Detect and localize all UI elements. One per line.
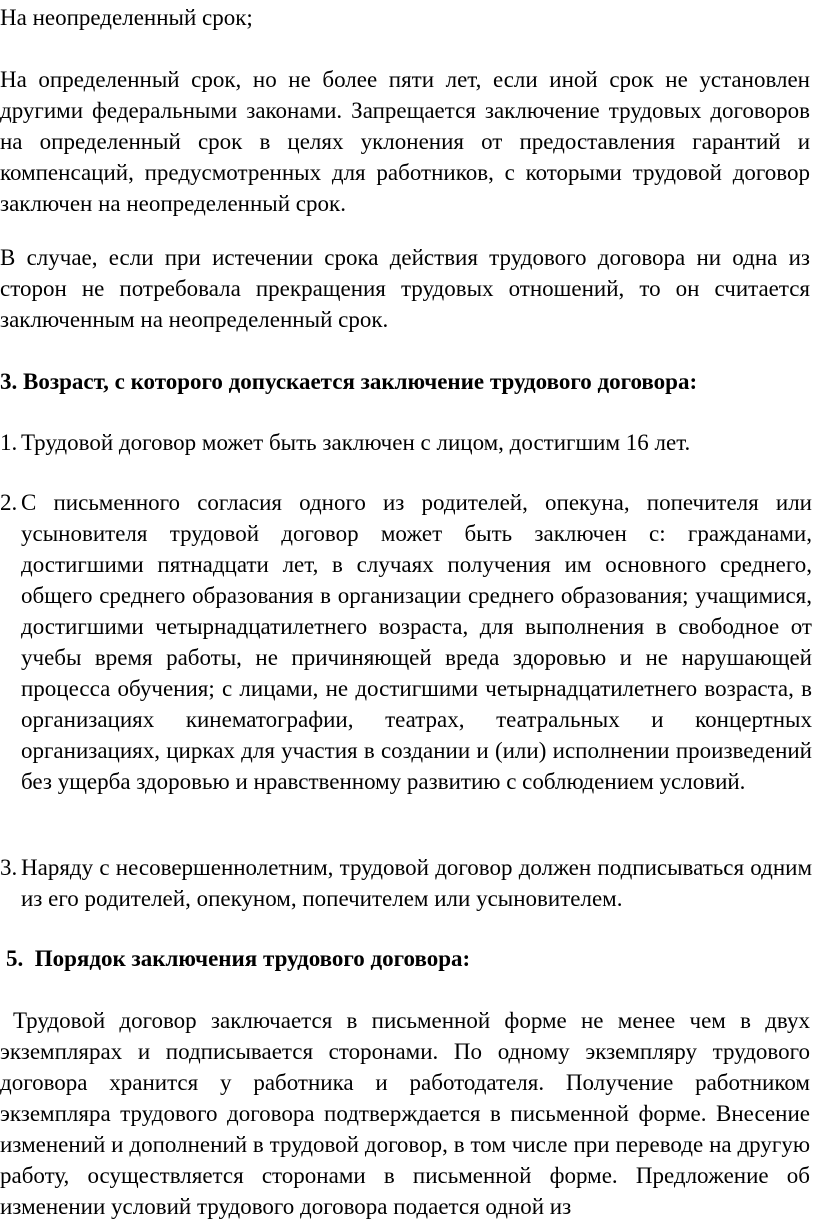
- paragraph-conclusion-procedure: Трудовой договор заключается в письменной форме не менее чем в двух экземплярах и подписывается сторонами. По одному экземпляру трудового договора хранится у работника и работодателя. Получение работником экземпляра трудового договора подтверждается в письменной форме. Внесение изменений и дополнений в трудовой договор, в том числе при переводе на другую работу, осуществляется сторонами в письменной форме. Предложение об изменении условий трудового договора подается одной из: [0, 1008, 810, 1219]
- paragraph-fixed-term: На определенный срок, но не более пяти лет, если иной срок не установлен другими федеральными законами. Запрещается заключение трудовых договоров на определенный срок в целях уклонения от предоставления гарантий и компенсаций, предусмотренных для работников, с которыми трудовой договор заключен на неопределенный срок.: [0, 67, 810, 216]
- list-item-number: 1.: [0, 430, 18, 455]
- section-3-heading: 3. Возраст, с которого допускается заключение трудового договора:: [0, 369, 698, 394]
- list-item-text: С письменного согласия одного из родителей, опекуна, попечителя или усыновителя трудовой договор может быть заключен с: гражданами, достигшими пятнадцати лет, в случаях получения им основного среднего, общего среднего образования в организации среднего образования; учащимися, достигшими четырнадцатилетнего возраста, для выполнения в свободное от учебы время работы, не причиняющей вреда здоровью и не нарушающей процесса обучения; с лицами, не достигшими четырнадцатилетнего возраста, в организациях кинематографии, театрах, театральных и концертных организациях, цирках для участия в создании и (или) исполнении произведений без ущерба здоровью и нравственному развитию с соблюдением условий.: [21, 490, 812, 794]
- paragraph-extension: В случае, если при истечении срока действия трудового договора ни одна из сторон не потребовала прекращения трудовых отношений, то он считается заключенным на неопределенный срок.: [0, 245, 810, 332]
- list-item-text: Трудовой договор может быть заключен с лицом, достигшим 16 лет.: [21, 430, 691, 455]
- list-item-number: 2.: [0, 490, 18, 515]
- section-5-heading: 5. Порядок заключения трудового договора:: [6, 946, 471, 971]
- list-item-text: Наряду с несовершеннолетним, трудовой договор должен подписываться одним из его родителей, опекуном, попечителем или усыновителем.: [21, 855, 812, 911]
- list-item-number: 3.: [0, 855, 18, 880]
- paragraph-indefinite-term: На неопределенный срок;: [0, 5, 253, 30]
